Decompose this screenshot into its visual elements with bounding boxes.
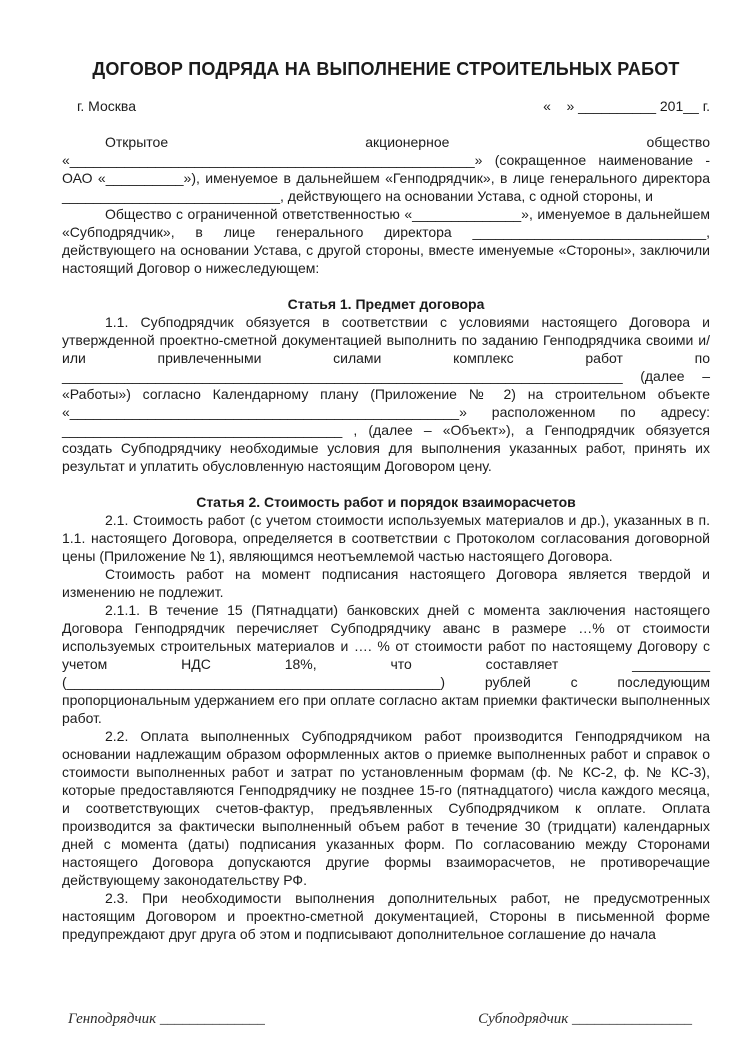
dateline — [62, 97, 710, 115]
city-label: г. Москва — [77, 98, 136, 114]
article-2-clause-2-1: 2.1. Стоимость работ (с учетом стоимости используемых материалов и др.), указанных в п. 1.1. настоящего Договора, определяется в соответствии с Протоколом согласования договорной цены (Приложение № 1), являющимся неотъемлемой частью настоящего Договора. — [62, 512, 710, 564]
article-2-clause-2-1-note: Стоимость работ на момент подписания настоящего Договора является твердой и изменению не подлежит. — [62, 566, 710, 600]
signature-general-contractor: Генподрядчик ______________ — [68, 1011, 265, 1027]
article-2-clause-2-1-1: 2.1.1. В течение 15 (Пятнадцати) банковских дней с момента заключения настоящего Договора Генподрядчик перечисляет Субподрядчику аванс в размере …% от стоимости используемых строительных материалов и …. % от стоимости работ по настоящему Договору с учетом НДС 18%, что составляет __________ (________________________________________________) рублей с последующим пропорциональным удержанием его при оплате согласно актам приемки фактически выполненных работ. — [62, 602, 710, 726]
article-2-heading: Статья 2. Стоимость работ и порядок взаиморасчетов — [196, 494, 576, 510]
preamble-paragraph-subcontractor: Общество с ограниченной ответственностью «______________», именуемое в дальнейшем «Субподрядчик», в лице генерального директора ______________________________, действующего на основании Устава, с другой стороны, вместе именуемые «Стороны», заключили настоящий Договор о нижеследующем: — [62, 206, 710, 276]
preamble-paragraph-general-contractor: Открытое акционерное общество «____________________________________________________» (сокращенное наименование - ОАО «__________»), именуемое в дальнейшем «Генподрядчик», в лице генерального директора ____________________________, действующего на основании Устава, с одной стороны, и — [62, 134, 710, 204]
signature-footer — [62, 1010, 692, 1028]
signature-subcontractor: Субподрядчик ________________ — [478, 1011, 692, 1027]
article-2-clause-2-2: 2.2. Оплата выполненных Субподрядчиком работ производится Генподрядчиком на основании надлежащим образом оформленных актов о приемке выполненных работ и справок о стоимости выполненных работ и затрат по установленным формам (ф. № КС-2, ф. № КС-3), которые предоставляются Генподрядчику не позднее 15-го (пятнадцатого) числа каждого месяца, и соответствующих счетов-фактур, предъявленных Субподрядчиком к оплате. Оплата производится за фактически выполненный объем работ в течение 30 (тридцати) календарных дней с момента (даты) подписания указанных форм. По согласованию между Сторонами настоящего Договора допускаются другие формы взаиморасчетов, не противоречащие действующему законодательству РФ. — [62, 728, 710, 888]
article-1-heading: Статья 1. Предмет договора — [287, 296, 485, 312]
article-1-clause-1-1: 1.1. Субподрядчик обязуется в соответствии с условиями настоящего Договора и утвержденной проектно-сметной документацией выполнить по заданию Генподрядчика своими и/или привлеченными силами комплекс работ по ________________________________________________________________________ (далее – «Работы») согласно Календарному плану (Приложение № 2) на строительном объекте «__________________________________________________» расположенном по адресу: ____________________________________ , (далее – «Объект»), а Генподрядчик обязуется создать Субподрядчику необходимые условия для выполнения указанных работ, принять их результат и уплатить обусловленную настоящим Договором цену. — [62, 314, 710, 474]
article-2-clause-2-3: 2.3. При необходимости выполнения дополнительных работ, не предусмотренных настоящим Договором и проектно-сметной документацией, Стороны в письменной форме предупреждают друг друга об этом и подписывают дополнительное соглашение до начала — [62, 890, 710, 942]
date-blank: « » __________ 201__ г. — [543, 98, 710, 114]
page-title: ДОГОВОР ПОДРЯДА НА ВЫПОЛНЕНИЕ СТРОИТЕЛЬНЫХ РАБОТ — [92, 59, 680, 79]
